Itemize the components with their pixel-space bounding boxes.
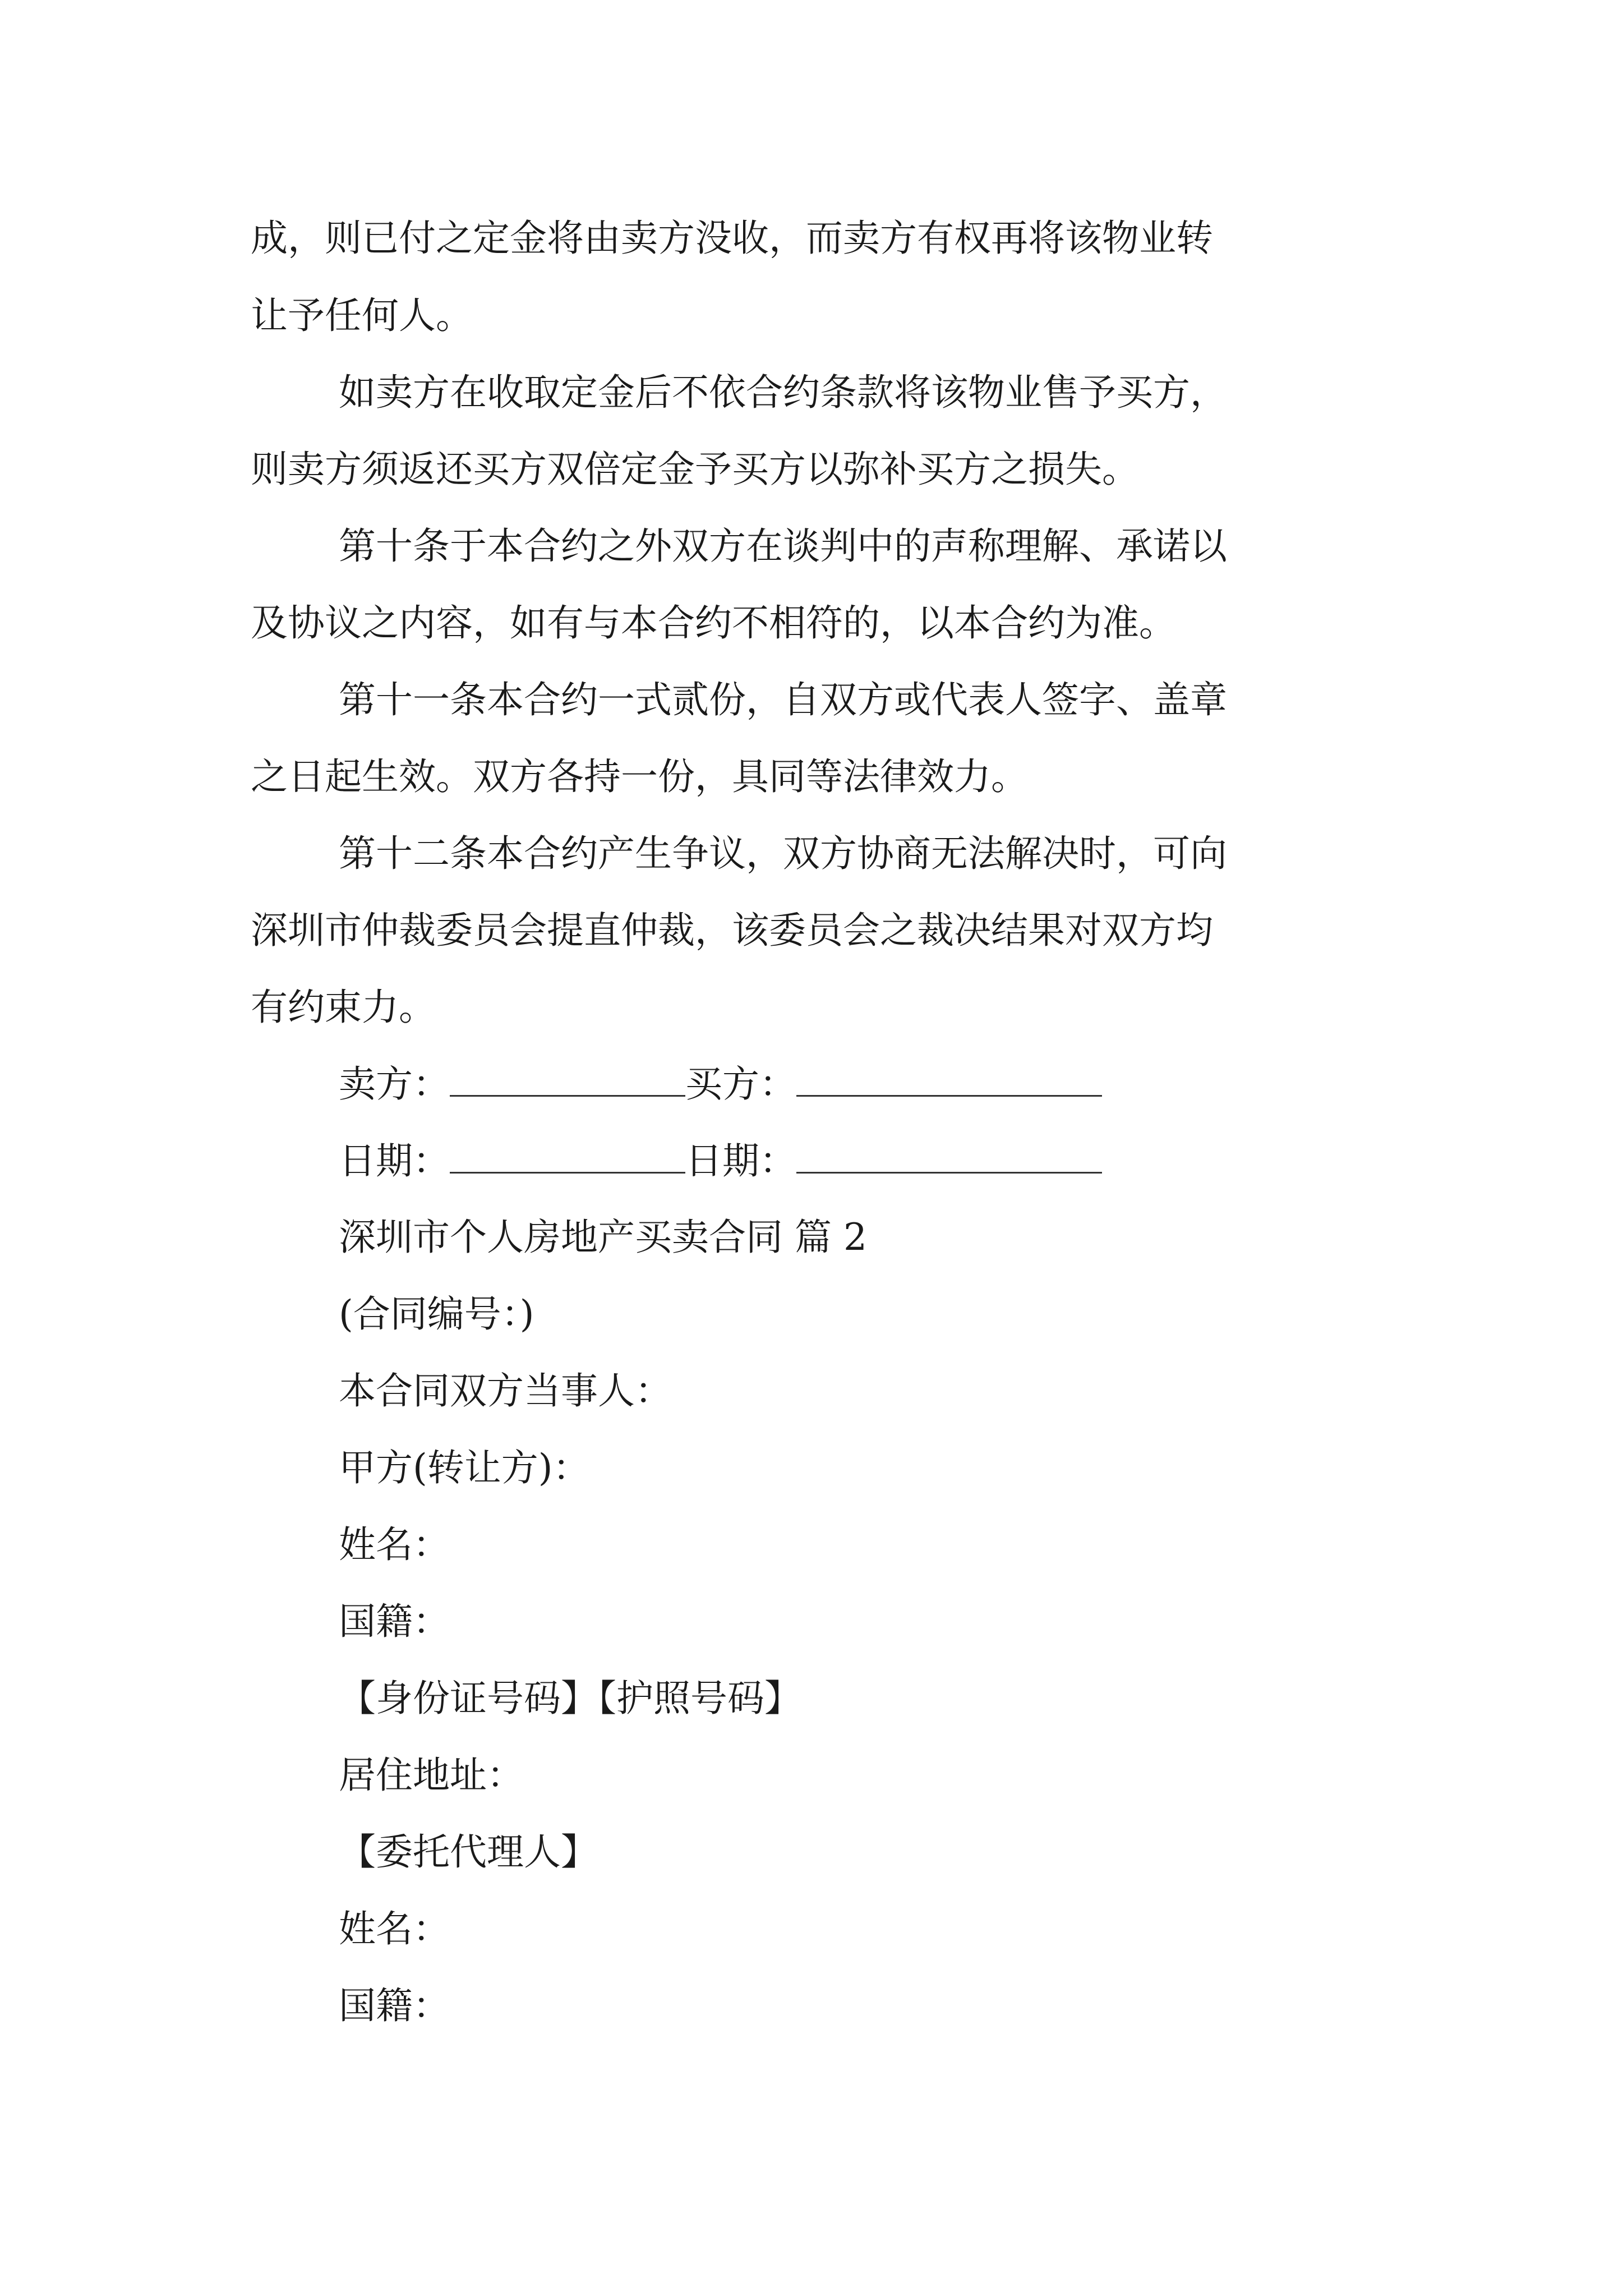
contract-number: (合同编号：) (339, 1292, 534, 1336)
paragraph-5-line-1: 第十二条本合约产生争议，双方协商无法解决时，可向 (339, 832, 1227, 875)
paragraph-4-line-2: 之日起生效。双方各持一份，具同等法律效力。 (251, 755, 1028, 798)
name-field-label-2: 姓名： (339, 1907, 450, 1950)
agent-heading: 【委托代理人】 (339, 1830, 598, 1874)
nationality-field-label-2: 国籍： (339, 1984, 450, 2027)
id-passport-label: 【身份证号码】【护照号码】 (339, 1677, 801, 1720)
buyer-blank (796, 1066, 1102, 1097)
seller-label: 卖方： (339, 1062, 450, 1106)
address-field-label: 居住地址： (339, 1754, 524, 1797)
paragraph-5-line-3: 有约束力。 (251, 986, 436, 1029)
nationality-field-label-1: 国籍： (339, 1600, 450, 1643)
buyer-label: 买方： (685, 1062, 796, 1106)
date-blank-2 (796, 1143, 1102, 1174)
seller-blank (450, 1066, 685, 1097)
date-blank-1 (450, 1143, 685, 1174)
paragraph-4-line-1: 第十一条本合约一式贰份，自双方或代表人签字、盖章 (339, 678, 1227, 721)
paragraph-1-line-2: 让予任何人。 (251, 294, 473, 337)
name-field-label-1: 姓名： (339, 1523, 450, 1566)
paragraph-3-line-2: 及协议之内容，如有与本合约不相符的，以本合约为准。 (251, 601, 1176, 645)
signature-date-line (339, 1139, 1102, 1182)
signature-seller-buyer-line (339, 1062, 1102, 1106)
section-title: 深圳市个人房地产买卖合同 篇 2 (339, 1216, 867, 1259)
parties-intro: 本合同双方当事人： (339, 1369, 672, 1412)
paragraph-5-line-2: 深圳市仲裁委员会提直仲裁，该委员会之裁决结果对双方均 (251, 909, 1213, 952)
paragraph-1-line-1: 成，则已付之定金将由卖方没收，而卖方有权再将该物业转 (251, 217, 1213, 260)
paragraph-3-line-1: 第十条于本合约之外双方在谈判中的声称理解、承诺以 (339, 524, 1227, 568)
paragraph-2-line-2: 则卖方须返还买方双倍定金予买方以弥补买方之损失。 (251, 448, 1139, 491)
paragraph-2-line-1: 如卖方在收取定金后不依合约条款将该物业售予买方， (339, 371, 1227, 414)
date-label-2: 日期： (685, 1139, 796, 1182)
date-label-1: 日期： (339, 1139, 450, 1182)
party-a-heading: 甲方(转让方)： (339, 1446, 590, 1489)
